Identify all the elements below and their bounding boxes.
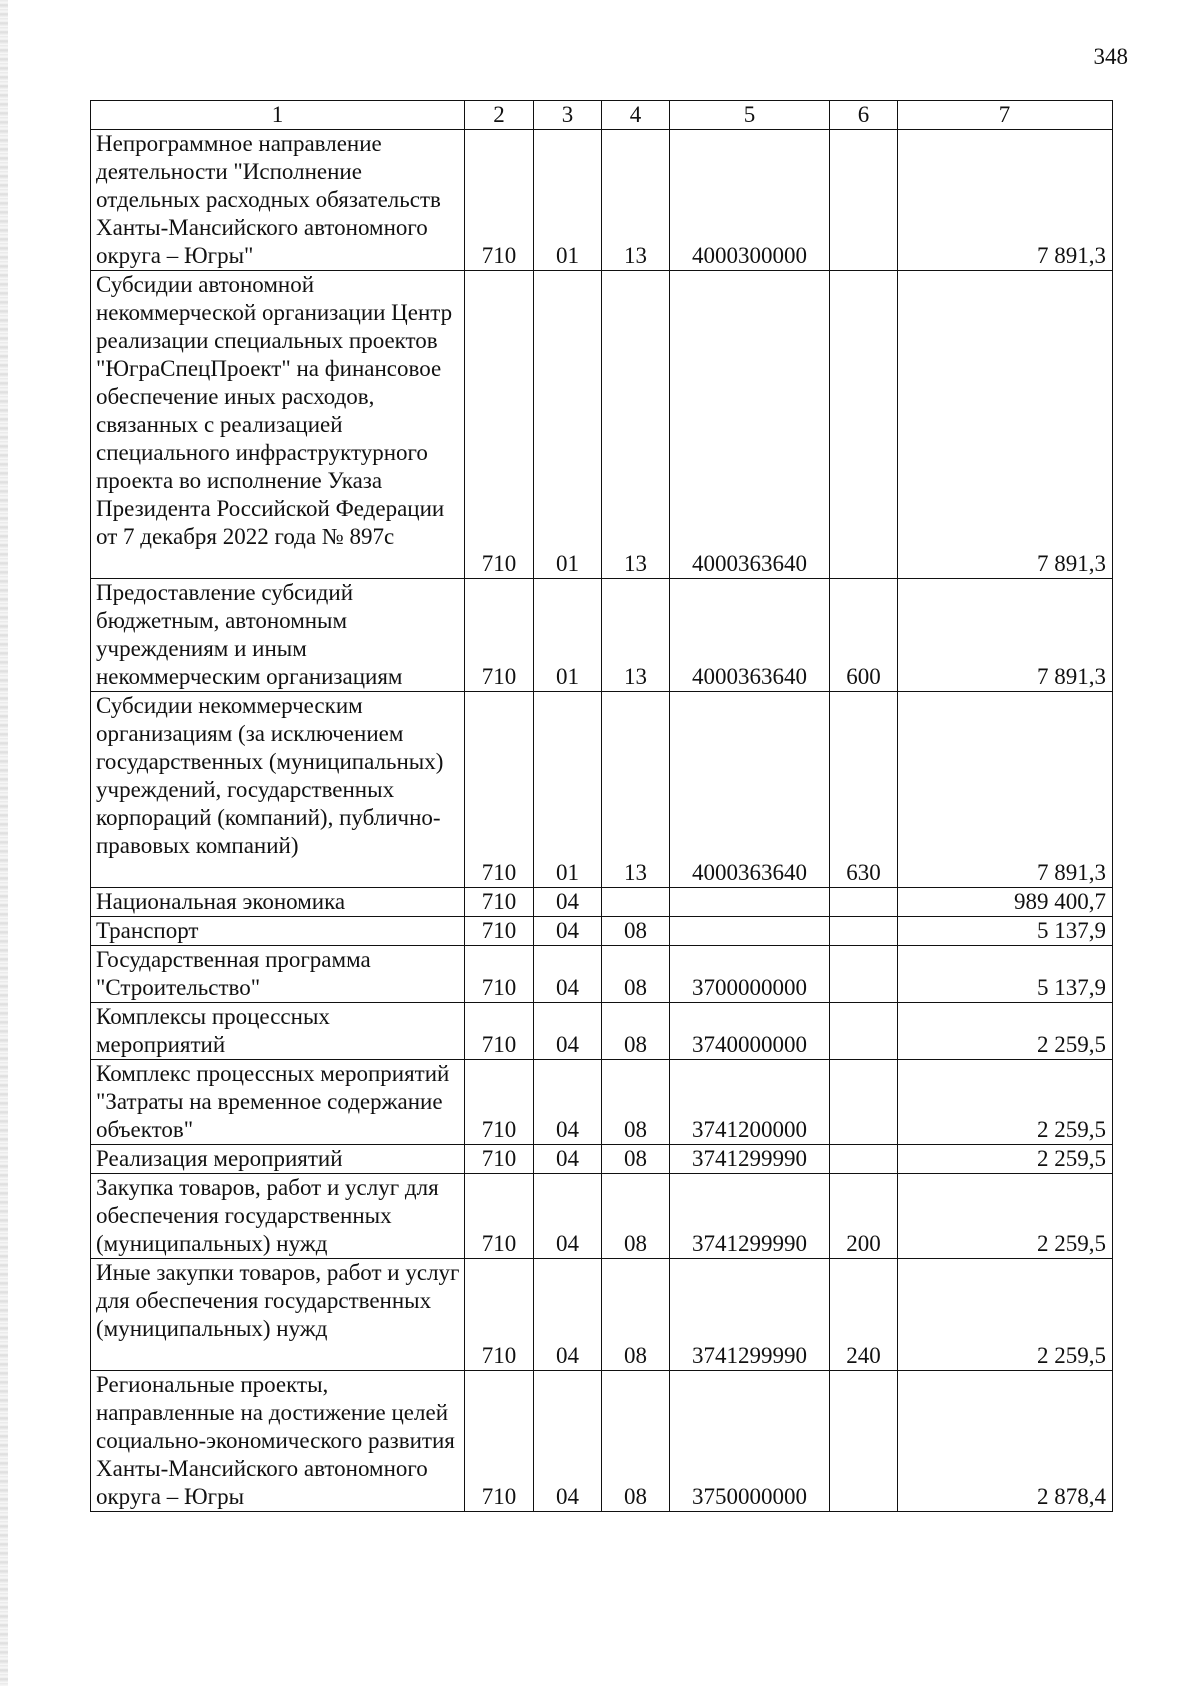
- subsection-code: 13: [602, 130, 670, 271]
- amount: 7 891,3: [898, 692, 1113, 888]
- section-code: 04: [534, 946, 602, 1003]
- table-row: [91, 1060, 1113, 1145]
- subsection-code: 08: [602, 1060, 670, 1145]
- target-article-code: 3741200000: [670, 1060, 830, 1145]
- admin-code: 710: [465, 692, 534, 888]
- target-article-code: 3750000000: [670, 1371, 830, 1512]
- expense-type-code: [830, 1371, 898, 1512]
- table-row: [91, 1145, 1113, 1174]
- section-code: 01: [534, 130, 602, 271]
- item-name: Транспорт: [91, 917, 465, 946]
- expense-type-code: [830, 1145, 898, 1174]
- subsection-code: 08: [602, 1145, 670, 1174]
- section-code: 04: [534, 1145, 602, 1174]
- table-row: [91, 917, 1113, 946]
- header-cell: 5: [670, 101, 830, 130]
- page-number: 348: [1093, 44, 1128, 69]
- section-code: 01: [534, 692, 602, 888]
- item-name: Предоставление субсидий бюджетным, автономным учреждениям и иным некоммерческим организациям: [91, 579, 465, 692]
- item-name: Комплекс процессных мероприятий "Затраты на временное содержание объектов": [91, 1060, 465, 1145]
- admin-code: 710: [465, 1060, 534, 1145]
- table-row: [91, 692, 1113, 888]
- admin-code: 710: [465, 1003, 534, 1060]
- section-code: 04: [534, 1259, 602, 1371]
- amount: 989 400,7: [898, 888, 1113, 917]
- table-row: [91, 888, 1113, 917]
- amount: 5 137,9: [898, 917, 1113, 946]
- subsection-code: 08: [602, 946, 670, 1003]
- header-row: [91, 101, 1113, 130]
- table-row: [91, 1259, 1113, 1371]
- target-article-code: 4000363640: [670, 271, 830, 579]
- amount: 2 259,5: [898, 1259, 1113, 1371]
- item-name: Реализация мероприятий: [91, 1145, 465, 1174]
- item-name: Иные закупки товаров, работ и услуг для обеспечения государственных (муниципальных) нужд: [91, 1259, 465, 1371]
- expense-type-code: [830, 271, 898, 579]
- expense-type-code: 240: [830, 1259, 898, 1371]
- admin-code: 710: [465, 271, 534, 579]
- admin-code: 710: [465, 1174, 534, 1259]
- item-name: Субсидии некоммерческим организациям (за исключением государственных (муниципальных) учреждений, государственных корпораций (компаний), публично-правовых компаний): [91, 692, 465, 888]
- amount: 2 259,5: [898, 1060, 1113, 1145]
- admin-code: 710: [465, 579, 534, 692]
- admin-code: 710: [465, 1371, 534, 1512]
- subsection-code: [602, 888, 670, 917]
- target-article-code: 4000363640: [670, 579, 830, 692]
- section-code: 04: [534, 1371, 602, 1512]
- subsection-code: 08: [602, 917, 670, 946]
- target-article-code: [670, 917, 830, 946]
- item-name: Закупка товаров, работ и услуг для обеспечения государственных (муниципальных) нужд: [91, 1174, 465, 1259]
- section-code: 01: [534, 579, 602, 692]
- admin-code: 710: [465, 946, 534, 1003]
- table-row: [91, 271, 1113, 579]
- amount: 5 137,9: [898, 946, 1113, 1003]
- subsection-code: 08: [602, 1371, 670, 1512]
- section-code: 04: [534, 917, 602, 946]
- expense-type-code: [830, 1060, 898, 1145]
- expense-type-code: [830, 917, 898, 946]
- expense-type-code: 200: [830, 1174, 898, 1259]
- expense-type-code: 630: [830, 692, 898, 888]
- header-cell: 7: [898, 101, 1113, 130]
- scan-edge: [0, 0, 8, 1686]
- amount: 2 259,5: [898, 1174, 1113, 1259]
- expense-type-code: 600: [830, 579, 898, 692]
- table-row: [91, 1003, 1113, 1060]
- budget-table: [90, 100, 1113, 1512]
- section-code: 04: [534, 888, 602, 917]
- target-article-code: 4000363640: [670, 692, 830, 888]
- section-code: 04: [534, 1174, 602, 1259]
- section-code: 04: [534, 1003, 602, 1060]
- table-row: [91, 1371, 1113, 1512]
- section-code: 01: [534, 271, 602, 579]
- subsection-code: 13: [602, 692, 670, 888]
- header-cell: 1: [91, 101, 465, 130]
- item-name: Национальная экономика: [91, 888, 465, 917]
- admin-code: 710: [465, 1145, 534, 1174]
- expense-type-code: [830, 888, 898, 917]
- target-article-code: 3700000000: [670, 946, 830, 1003]
- item-name: Региональные проекты, направленные на достижение целей социально-экономического развития Ханты-Мансийского автономного округа – Югры: [91, 1371, 465, 1512]
- amount: 2 878,4: [898, 1371, 1113, 1512]
- item-name: Государственная программа "Строительство": [91, 946, 465, 1003]
- header-cell: 2: [465, 101, 534, 130]
- table-row: [91, 946, 1113, 1003]
- table-row: [91, 579, 1113, 692]
- admin-code: 710: [465, 917, 534, 946]
- subsection-code: 08: [602, 1174, 670, 1259]
- expense-type-code: [830, 130, 898, 271]
- subsection-code: 08: [602, 1003, 670, 1060]
- subsection-code: 13: [602, 271, 670, 579]
- amount: 2 259,5: [898, 1145, 1113, 1174]
- amount: 7 891,3: [898, 271, 1113, 579]
- item-name: Субсидии автономной некоммерческой организации Центр реализации специальных проектов "ЮграСпецПроект" на финансовое обеспечение иных расходов, связанных с реализацией специального инфраструктурного проекта во исполнение Указа Президента Российской Федерации от 7 декабря 2022 года № 897с: [91, 271, 465, 579]
- target-article-code: 4000300000: [670, 130, 830, 271]
- expense-type-code: [830, 1003, 898, 1060]
- amount: 7 891,3: [898, 130, 1113, 271]
- table-row: [91, 1174, 1113, 1259]
- item-name: Непрограммное направление деятельности "Исполнение отдельных расходных обязательств Ханты-Мансийского автономного округа – Югры": [91, 130, 465, 271]
- section-code: 04: [534, 1060, 602, 1145]
- table-row: [91, 130, 1113, 271]
- expense-type-code: [830, 946, 898, 1003]
- header-cell: 6: [830, 101, 898, 130]
- amount: 7 891,3: [898, 579, 1113, 692]
- target-article-code: [670, 888, 830, 917]
- admin-code: 710: [465, 888, 534, 917]
- subsection-code: 08: [602, 1259, 670, 1371]
- header-cell: 4: [602, 101, 670, 130]
- admin-code: 710: [465, 130, 534, 271]
- amount: 2 259,5: [898, 1003, 1113, 1060]
- header-cell: 3: [534, 101, 602, 130]
- target-article-code: 3740000000: [670, 1003, 830, 1060]
- admin-code: 710: [465, 1259, 534, 1371]
- item-name: Комплексы процессных мероприятий: [91, 1003, 465, 1060]
- target-article-code: 3741299990: [670, 1259, 830, 1371]
- target-article-code: 3741299990: [670, 1145, 830, 1174]
- subsection-code: 13: [602, 579, 670, 692]
- target-article-code: 3741299990: [670, 1174, 830, 1259]
